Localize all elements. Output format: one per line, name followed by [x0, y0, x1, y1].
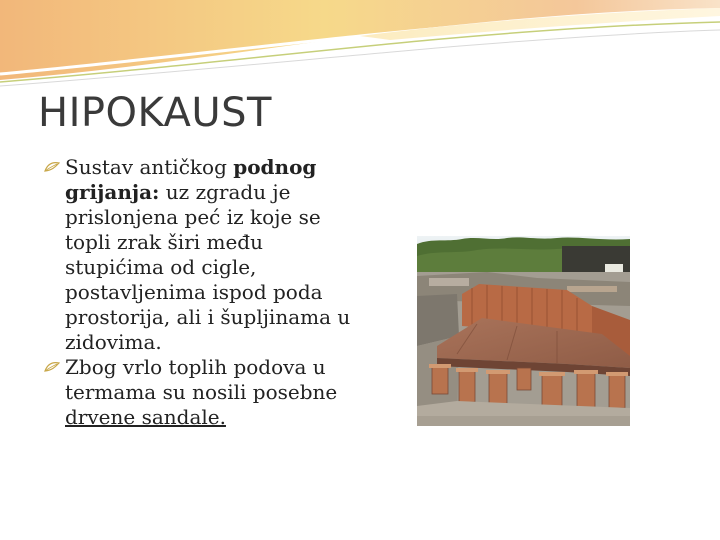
- bullet-text-2b: drvene sandale.: [65, 405, 226, 429]
- bullet-item-heating: [44, 155, 364, 355]
- bullet-text-1a: Sustav antičkog: [65, 155, 234, 179]
- decorative-wave-header: [0, 0, 720, 90]
- bullet-text-1c: uz zgradu je prislonjena peć iz koje se topli zrak širi među stupićima od cigle, postavljenima ispod poda prostorija, ali i šupljinama u zidovima.: [65, 180, 351, 354]
- leaf-bullet-icon: [44, 361, 60, 373]
- photo-illustration: [417, 236, 630, 426]
- leaf-bullet-icon: [44, 161, 60, 173]
- slide-title: HIPOKAUST: [38, 90, 272, 136]
- bullet-text-1b: podnog grijanja:: [65, 155, 317, 204]
- bullet-list: [44, 155, 364, 430]
- bullet-item-sandals: [44, 355, 364, 430]
- hypocaust-ruins-photo: [417, 236, 630, 426]
- bullet-text-2a: Zbog vrlo toplih podova u termama su nosili posebne: [65, 355, 338, 404]
